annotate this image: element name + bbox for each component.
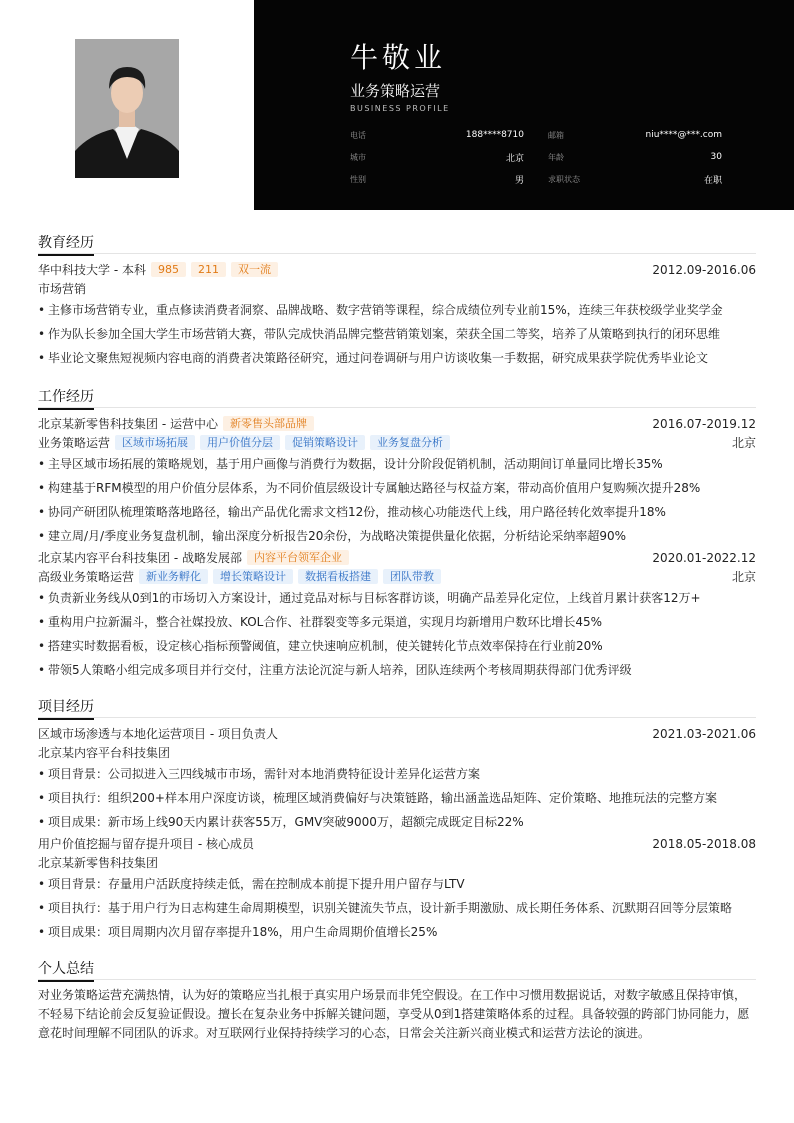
- info-city: [350, 146, 524, 168]
- skill-tag: 新业务孵化: [139, 569, 208, 584]
- section-title: 工作经历: [38, 387, 756, 408]
- candidate-name: 牛敬业: [350, 41, 447, 74]
- list-item: • 项目成果：新市场上线90天内累计获客55万，GMV突破9000万，超额完成既定目标22%: [38, 815, 524, 829]
- skill-tag: 数据看板搭建: [298, 569, 378, 584]
- section-title: 项目经历: [38, 697, 756, 718]
- project-org: 北京某内容平台科技集团: [38, 746, 171, 760]
- list-item: • 毕业论文聚焦短视频内容电商的消费者决策路径研究，通过问卷调研与用户访谈收集一手数据，研究成果获学院优秀毕业论文: [38, 351, 709, 365]
- info-value: 北京: [505, 153, 524, 164]
- section-title: 教育经历: [38, 233, 756, 254]
- list-item: • 构建基于RFM模型的用户价值分层体系，为不同价值层级设计专属触达路径与权益方案，带动高价值用户复购频次提升28%: [38, 481, 701, 495]
- school-tag: 985: [151, 262, 186, 277]
- list-item: • 建立周/月/季度业务复盘机制，输出深度分析报告20余份，为战略决策提供量化依据，分析结论采纳率超90%: [38, 529, 627, 543]
- job-role-row: [38, 433, 756, 452]
- info-label: 城市: [350, 152, 366, 162]
- list-item: • 重构用户拉新漏斗，整合社媒投放、KOL合作、社群裂变等多元渠道，实现月均新增用户数环比增长45%: [38, 615, 603, 629]
- project-header: [38, 834, 756, 853]
- education-date: 2012.09-2016.06: [652, 262, 756, 277]
- info-value: 男: [514, 175, 524, 186]
- info-email: [548, 124, 722, 146]
- job-role: 业务策略运营: [38, 436, 111, 450]
- skill-tag: 区域市场拓展: [115, 435, 195, 450]
- skill-tag: 用户价值分层: [200, 435, 280, 450]
- list-item: • 带领5人策略小组完成多项目并行交付，注重方法论沉淀与新人培养，团队连续两个考核周期获得部门优秀评级: [38, 663, 632, 677]
- list-item: • 作为队长参加全国大学生市场营销大赛，带队完成快消品牌完整营销策划案，荣获全国二等奖，培养了从策略到执行的闭环思维: [38, 327, 721, 341]
- skill-tag: 团队带教: [383, 569, 441, 584]
- summary-text: 对业务策略运营充满热情，认为好的策略应当扎根于真实用户场景而非凭空假设。在工作中习惯用数据说话，对数字敏感且保持审慎，不轻易下结论前会反复验证假设。擅长在复杂业务中拆解关键问题，享受从0到1搭建策略体系的过程。具备较强的跨部门协同能力，愿意花时间理解不同团队的诉求。对互联网行业保持持续学习的心态，日常会关注新兴商业模式和运营方法论的演进。: [38, 988, 750, 1040]
- list-item: • 项目背景：公司拟进入三四线城市市场，需针对本地消费特征设计差异化运营方案: [38, 767, 481, 781]
- list-item: • 项目执行：组织200+样本用户深度访谈，梳理区域消费偏好与决策链路，输出涵盖选品矩阵、定价策略、地推玩法的完整方案: [38, 791, 717, 805]
- info-label: 求职状态: [548, 174, 580, 184]
- list-item: • 主修市场营销专业，重点修读消费者洞察、品牌战略、数字营销等课程，综合成绩位列专业前15%，连续三年获校级学业奖学金: [38, 303, 723, 317]
- info-label: 邮箱: [548, 130, 564, 140]
- school-name: 华中科技大学 - 本科: [38, 263, 146, 277]
- skill-tag: 增长策略设计: [213, 569, 293, 584]
- contact-info: [350, 124, 722, 190]
- list-item: • 负责新业务线从0到1的市场切入方案设计，通过竞品对标与目标客群访谈，明确产品差异化定位，上线首月累计获客12万+: [38, 591, 701, 605]
- project-org: 北京某新零售科技集团: [38, 856, 159, 870]
- projects-section: [38, 697, 756, 944]
- info-value: niu****@***.com: [645, 130, 722, 140]
- company-name: 北京某新零售科技集团 - 运营中心: [38, 417, 218, 431]
- company-tag: 新零售头部品牌: [223, 416, 314, 431]
- job-city: 北京: [731, 436, 756, 450]
- major: 市场营销: [38, 282, 87, 296]
- candidate-title: 业务策略运营: [350, 82, 441, 100]
- job-city: 北京: [731, 570, 756, 584]
- info-value: 188****8710: [465, 130, 524, 140]
- skill-tag: 业务复盘分析: [370, 435, 450, 450]
- person-portrait-icon: [75, 39, 179, 178]
- list-item: • 项目成果：项目周期内次月留存率提升18%，用户生命周期价值增长25%: [38, 925, 438, 939]
- info-label: 年龄: [548, 152, 564, 162]
- school-tag: 双一流: [231, 262, 278, 277]
- info-value: 30: [710, 152, 722, 162]
- company-tag: 内容平台领军企业: [247, 550, 349, 565]
- info-value: 在职: [703, 175, 722, 186]
- info-gender: [350, 168, 524, 190]
- work-section: [38, 387, 756, 682]
- job-header: [38, 548, 756, 567]
- list-item: • 项目背景：存量用户活跃度持续走低，需在控制成本前提下提升用户留存与LTV: [38, 877, 465, 891]
- project-header: [38, 724, 756, 743]
- info-phone: [350, 124, 524, 146]
- project-name: 用户价值挖掘与留存提升项目 - 核心成员: [38, 837, 254, 851]
- job-date: 2020.01-2022.12: [652, 550, 756, 565]
- list-item: • 项目执行：基于用户行为日志构建生命周期模型，识别关键流失节点，设计新手期激励、成长期任务体系、沉默期召回等分层策略: [38, 901, 733, 915]
- list-item: • 协同产研团队梳理策略落地路径，输出产品优化需求文档12份，推动核心功能迭代上线，用户路径转化效率提升18%: [38, 505, 666, 519]
- profile-photo: [75, 39, 179, 178]
- education-section: [38, 233, 756, 370]
- summary-section: [38, 959, 756, 1043]
- project-org-row: [38, 743, 756, 762]
- list-item: • 主导区域市场拓展的策略规划，基于用户画像与消费行为数据，设计分阶段促销机制，活动期间订单量同比增长35%: [38, 457, 663, 471]
- section-title: 个人总结: [38, 959, 756, 980]
- skill-tag: 促销策略设计: [285, 435, 365, 450]
- job-role-row: [38, 567, 756, 586]
- company-name: 北京某内容平台科技集团 - 战略发展部: [38, 551, 242, 565]
- education-major-row: [38, 279, 756, 298]
- info-label: 电话: [350, 130, 366, 140]
- project-name: 区域市场渗透与本地化运营项目 - 项目负责人: [38, 727, 278, 741]
- project-date: 2018.05-2018.08: [652, 836, 756, 851]
- header-panel: [254, 0, 794, 210]
- info-age: [548, 146, 722, 168]
- school-tag: 211: [191, 262, 226, 277]
- job-header: [38, 414, 756, 433]
- project-date: 2021.03-2021.06: [652, 726, 756, 741]
- project-org-row: [38, 853, 756, 872]
- info-label: 性别: [350, 174, 366, 184]
- list-item: • 搭建实时数据看板，设定核心指标预警阈值，建立快速响应机制，使关键转化节点效率保持在行业前20%: [38, 639, 603, 653]
- job-date: 2016.07-2019.12: [652, 416, 756, 431]
- education-header: [38, 260, 756, 279]
- candidate-subtitle: BUSINESS PROFILE: [350, 104, 450, 113]
- job-role: 高级业务策略运营: [38, 570, 135, 584]
- info-status: [548, 168, 722, 190]
